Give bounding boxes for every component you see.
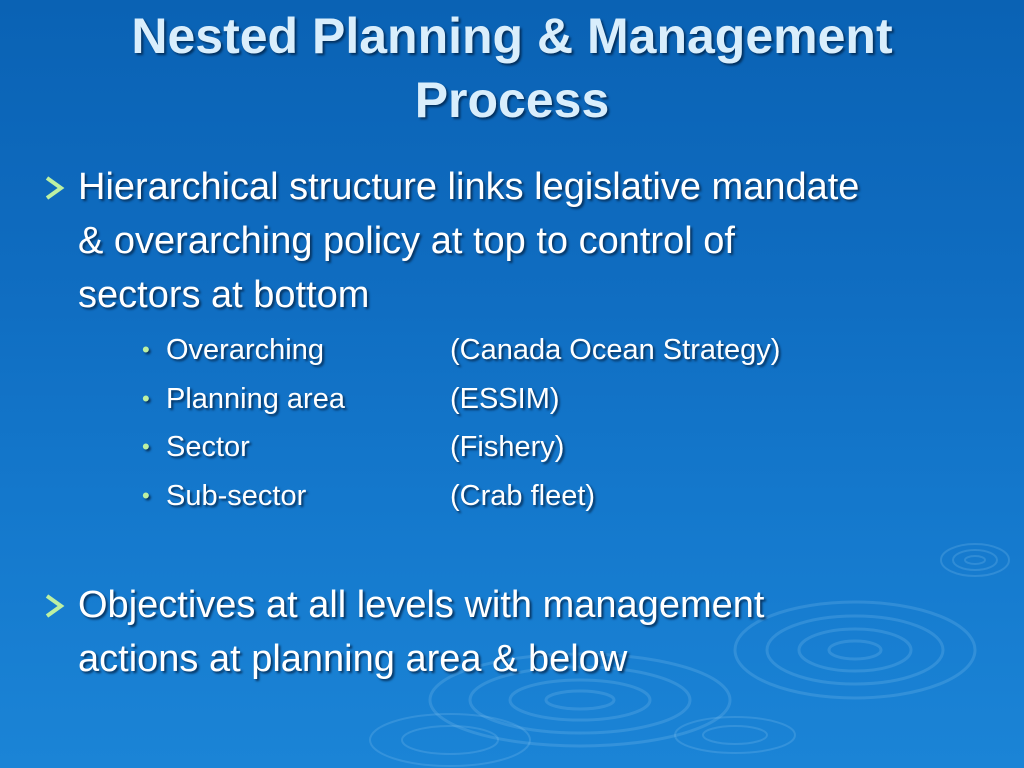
sub-bullet-dot: • xyxy=(142,482,150,508)
hierarchy-level-list xyxy=(140,330,900,524)
level-example: (Fishery) xyxy=(450,431,565,463)
level-label: Overarching xyxy=(166,334,324,366)
sub-bullet-dot: • xyxy=(142,385,150,411)
list-item xyxy=(140,427,900,476)
slide-title-line-2: Process xyxy=(414,72,610,128)
list-item xyxy=(140,476,900,525)
list-item xyxy=(140,379,900,428)
chevron-right-icon xyxy=(40,160,74,214)
chevron-right-icon xyxy=(40,578,74,632)
level-label: Sector xyxy=(166,431,250,463)
slide-title-line-1: Nested Planning & Management xyxy=(131,8,893,64)
level-label: Sub-sector xyxy=(166,479,307,512)
level-example: (Canada Ocean Strategy) xyxy=(450,334,781,366)
sub-bullet-dot: • xyxy=(142,434,150,459)
sub-bullet-dot: • xyxy=(142,337,150,362)
level-example: (ESSIM) xyxy=(450,382,560,415)
slide-title xyxy=(0,4,1024,132)
bullet-text: Objectives at all levels with management actions at planning area & below xyxy=(78,584,765,680)
level-example: (Crab fleet) xyxy=(450,479,596,512)
level-label: Planning area xyxy=(166,382,345,415)
bullet-text: Hierarchical structure links legislative mandate & overarching policy at top to control of sectors at bottom xyxy=(78,166,860,316)
bullet-objectives xyxy=(40,578,940,686)
bullet-hierarchical-structure xyxy=(40,160,1020,322)
list-item xyxy=(140,330,900,379)
